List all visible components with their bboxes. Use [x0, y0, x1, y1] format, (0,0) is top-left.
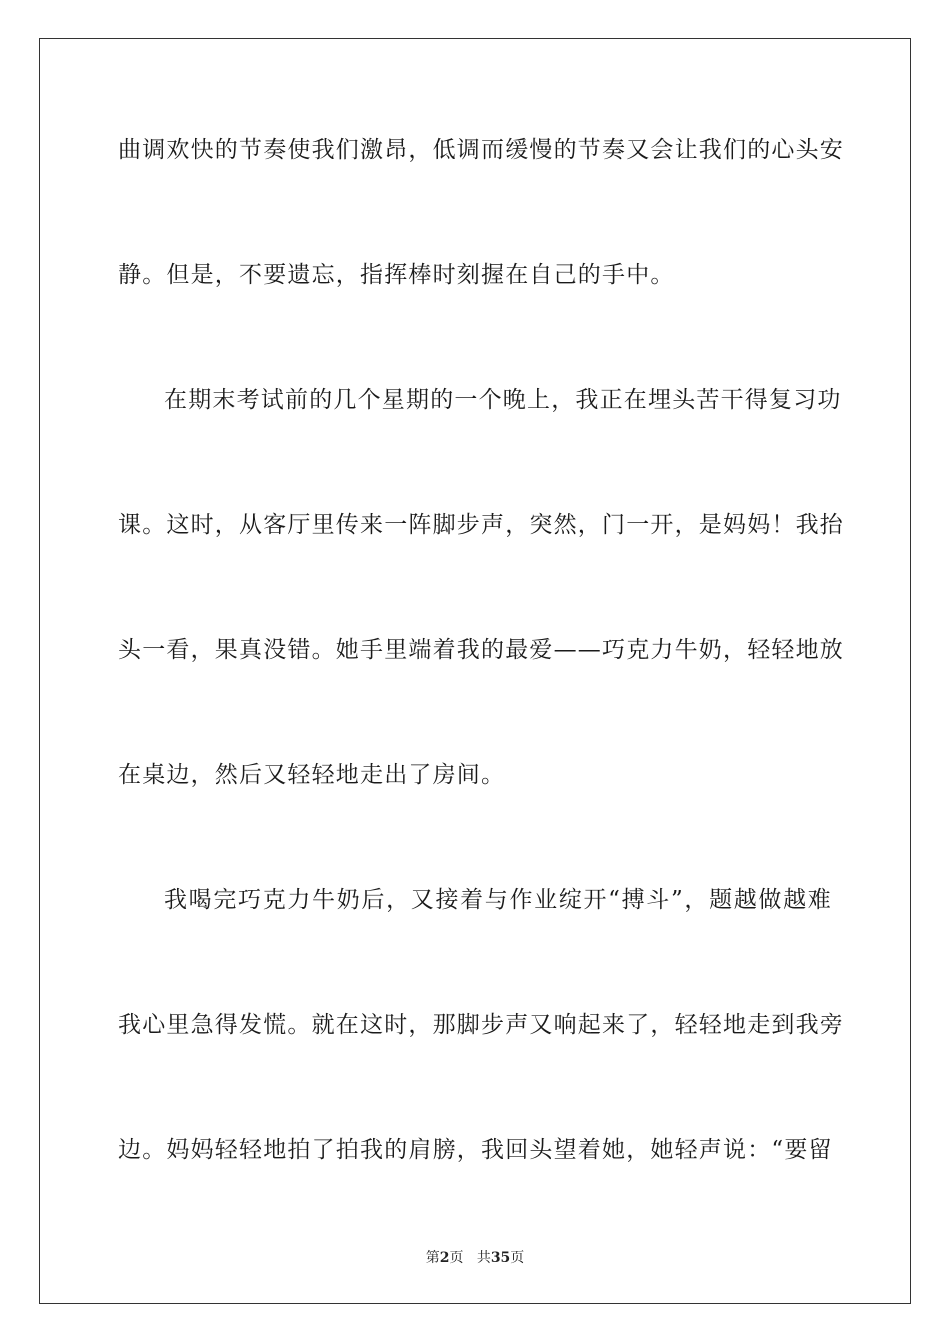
- footer-page-suffix: 页: [449, 1250, 464, 1266]
- paragraph-line: 我心里急得发慌。就在这时，那脚步声又响起来了，轻轻地走到我旁: [118, 1012, 844, 1038]
- footer-total-prefix: 共: [476, 1250, 491, 1266]
- footer-prefix: 第: [425, 1250, 440, 1266]
- paragraph-line: 静。但是，不要遗忘，指挥棒时刻握在自己的手中。: [118, 262, 675, 288]
- paragraph-line: 在桌边，然后又轻轻地走出了房间。: [118, 762, 506, 788]
- page-border: [39, 38, 911, 1304]
- paragraph-line: 在期末考试前的几个星期的一个晚上，我正在埋头苦干得复习功: [164, 387, 842, 413]
- paragraph-line: 我喝完巧克力牛奶后，又接着与作业绽开“搏斗”，题越做越难: [164, 887, 832, 913]
- paragraph-line: 曲调欢快的节奏使我们激昂，低调而缓慢的节奏又会让我们的心头安: [118, 137, 844, 163]
- page-footer: [0, 1247, 950, 1267]
- paragraph-line: 课。这时，从客厅里传来一阵脚步声，突然，门一开，是妈妈！我抬: [118, 512, 844, 538]
- footer-current-page: 2: [439, 1250, 450, 1266]
- footer-total-pages: 35: [490, 1250, 511, 1266]
- paragraph-line: 边。妈妈轻轻地拍了拍我的肩膀，我回头望着她，她轻声说：“要留: [118, 1137, 833, 1163]
- paragraph-line: 头一看，果真没错。她手里端着我的最爱——巧克力牛奶，轻轻地放: [118, 637, 844, 663]
- footer-total-suffix: 页: [510, 1250, 525, 1266]
